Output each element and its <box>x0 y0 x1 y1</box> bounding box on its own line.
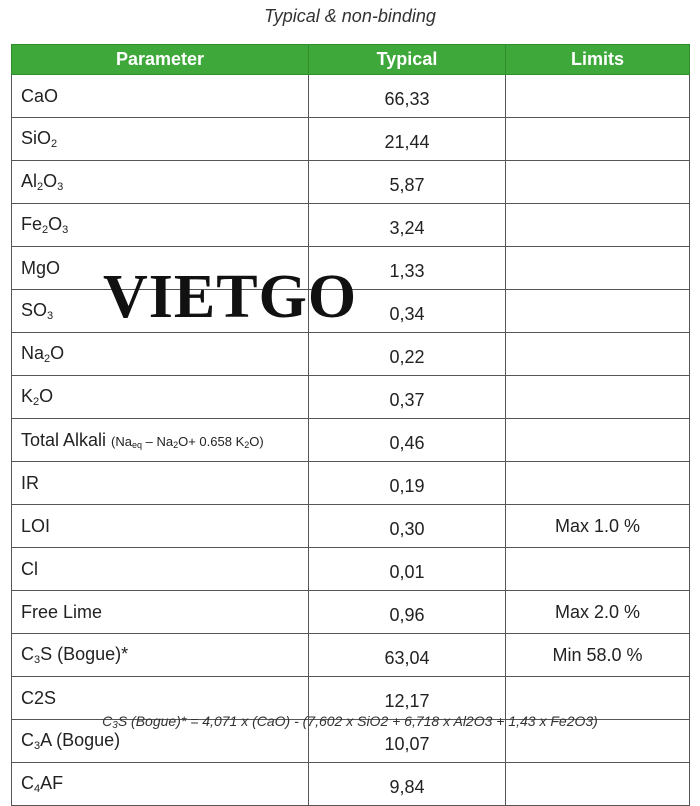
typical-value-cell: 10,07 <box>309 720 506 763</box>
typical-value-cell: 21,44 <box>309 118 506 161</box>
limit-cell <box>506 419 690 462</box>
bogue-formula-footnote <box>0 713 700 731</box>
specification-table <box>11 44 690 806</box>
limit-cell <box>506 376 690 419</box>
text-fragment: C <box>21 773 34 793</box>
column-header-limits: Limits <box>506 45 690 75</box>
text-fragment: MgO <box>21 257 61 278</box>
subscript: 3 <box>47 310 54 322</box>
table-row <box>12 763 690 806</box>
subscript: 3 <box>34 654 41 666</box>
limit-cell <box>506 247 690 290</box>
table-row <box>12 591 690 634</box>
parameter-cell <box>12 634 309 677</box>
parameter-cell <box>12 505 309 548</box>
text-fragment: Total Alkali <box>21 429 112 450</box>
parameter-cell <box>12 591 309 634</box>
text-fragment: O) <box>249 433 264 449</box>
limit-cell: Max 1.0 % <box>506 505 690 548</box>
text-fragment: C <box>21 730 34 750</box>
table-row <box>12 75 690 118</box>
table-row <box>12 118 690 161</box>
typical-value-cell: 9,84 <box>309 763 506 806</box>
text-fragment: Free Lime <box>21 601 103 622</box>
typical-value-cell: 0,34 <box>309 290 506 333</box>
text-fragment: Al <box>21 171 38 191</box>
text-fragment: (Na <box>111 433 132 449</box>
parameter-cell <box>12 247 309 290</box>
typical-value-cell: 5,87 <box>309 161 506 204</box>
table-row <box>12 376 690 419</box>
text-fragment: K <box>21 386 34 406</box>
parameter-cell <box>12 419 309 462</box>
column-header-parameter: Parameter <box>12 45 309 75</box>
text-fragment: S (Bogue)* = 4,071 x (CaO) - (7,602 x SiO2 + 6,718 x Al2O3 + 1,43 x Fe2O3) <box>117 713 598 729</box>
subscript: 3 <box>112 720 118 731</box>
table-row <box>12 247 690 290</box>
parameter-cell <box>12 548 309 591</box>
limit-cell <box>506 290 690 333</box>
text-fragment: AF <box>40 773 64 793</box>
typical-value-cell: 0,30 <box>309 505 506 548</box>
text-fragment: LOI <box>21 515 51 536</box>
parameter-cell <box>12 290 309 333</box>
alkali-formula-note <box>111 434 264 449</box>
table-row <box>12 290 690 333</box>
subscript: 2 <box>173 439 179 450</box>
column-header-typical: Typical <box>309 45 506 75</box>
subscript: 4 <box>34 783 41 795</box>
subscript: 3 <box>34 740 41 752</box>
typical-value-cell: 0,22 <box>309 333 506 376</box>
typical-value-cell: 66,33 <box>309 75 506 118</box>
limit-cell <box>506 333 690 376</box>
limit-cell <box>506 763 690 806</box>
text-fragment: Cl <box>21 558 38 579</box>
table-row <box>12 462 690 505</box>
table-row <box>12 505 690 548</box>
watermark-logo: VIETGO <box>103 263 358 331</box>
text-fragment: C2S <box>21 687 57 708</box>
subscript: eq <box>132 439 143 450</box>
subscript: 2 <box>44 353 51 365</box>
typical-value-cell: 0,01 <box>309 548 506 591</box>
limit-cell <box>506 118 690 161</box>
limit-cell <box>506 204 690 247</box>
typical-value-cell: 12,17 <box>309 677 506 720</box>
table-row <box>12 548 690 591</box>
parameter-cell <box>12 376 309 419</box>
text-fragment: IR <box>21 472 39 493</box>
text-fragment: O <box>43 171 58 191</box>
typical-value-cell: 0,96 <box>309 591 506 634</box>
limit-cell: Max 2.0 % <box>506 591 690 634</box>
text-fragment: S (Bogue)* <box>40 644 129 664</box>
parameter-cell <box>12 333 309 376</box>
parameter-cell <box>12 161 309 204</box>
table-row <box>12 419 690 462</box>
typical-value-cell: 0,46 <box>309 419 506 462</box>
parameter-cell <box>12 763 309 806</box>
parameter-cell <box>12 204 309 247</box>
table-row <box>12 634 690 677</box>
text-fragment: O <box>48 214 63 234</box>
text-fragment: SO <box>21 300 48 320</box>
text-fragment: C <box>102 713 113 729</box>
typical-value-cell: 0,37 <box>309 376 506 419</box>
parameter-cell <box>12 118 309 161</box>
limit-cell <box>506 161 690 204</box>
typical-value-cell: 63,04 <box>309 634 506 677</box>
text-fragment: O+ 0.658 K <box>178 433 245 449</box>
limit-cell <box>506 548 690 591</box>
text-fragment: Na <box>21 343 45 363</box>
subscript: 3 <box>57 181 64 193</box>
subscript: 2 <box>244 439 250 450</box>
text-fragment: Fe <box>21 214 43 234</box>
text-fragment: SiO <box>21 128 52 148</box>
parameter-cell <box>12 75 309 118</box>
subscript: 3 <box>62 224 69 236</box>
subscript: 2 <box>51 138 58 150</box>
typical-value-cell: 3,24 <box>309 204 506 247</box>
parameter-cell <box>12 462 309 505</box>
text-fragment: – Na <box>142 433 174 449</box>
limit-cell <box>506 462 690 505</box>
text-fragment: A (Bogue) <box>40 730 121 750</box>
text-fragment: C <box>21 644 34 664</box>
typical-value-cell: 0,19 <box>309 462 506 505</box>
header-row <box>12 45 690 75</box>
limit-cell <box>506 75 690 118</box>
table-row <box>12 204 690 247</box>
text-fragment: CaO <box>21 85 59 106</box>
limit-cell: Min 58.0 % <box>506 634 690 677</box>
text-fragment: O <box>50 343 65 363</box>
typical-value-cell: 1,33 <box>309 247 506 290</box>
text-fragment: O <box>39 386 54 406</box>
subscript: 2 <box>42 224 49 236</box>
table-caption: Typical & non-binding <box>264 6 436 26</box>
subscript: 2 <box>33 396 40 408</box>
table-row <box>12 333 690 376</box>
table-row <box>12 161 690 204</box>
subscript: 2 <box>37 181 44 193</box>
